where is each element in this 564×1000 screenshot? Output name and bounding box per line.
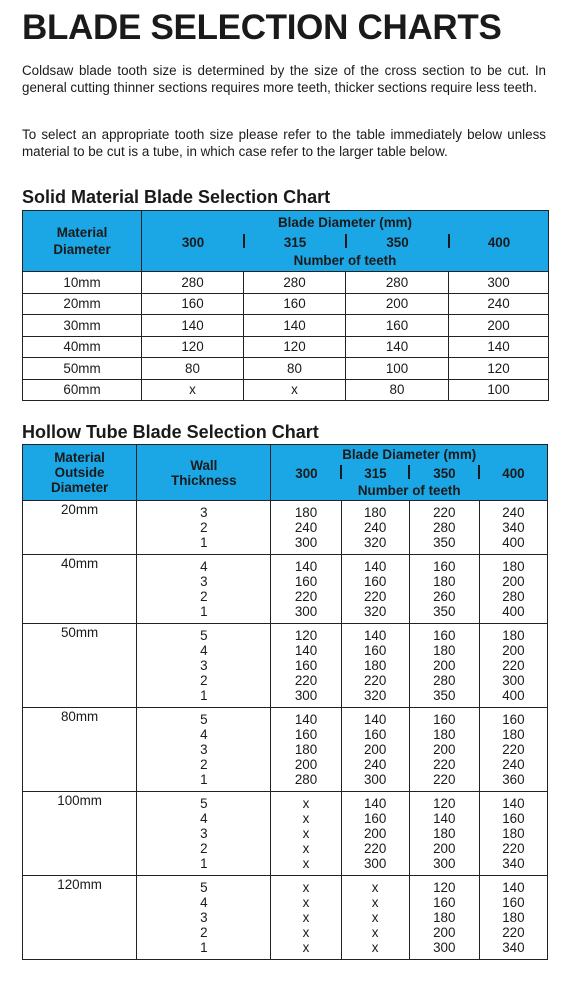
teeth-value: x [371,940,379,955]
teeth-value: 200 [433,841,456,856]
teeth-value: 200 [294,757,318,772]
teeth-cell: 80 [244,358,346,380]
teeth-cell [271,624,341,708]
material-label: 100mm [57,793,102,808]
teeth-cell: 140 [449,336,549,358]
teeth-cell [479,501,547,555]
teeth-value: 320 [363,535,387,550]
material-label: 50mm [60,625,99,640]
teeth-value: x [302,856,310,871]
teeth-value: 220 [294,589,318,604]
number-of-teeth-label: Number of teeth [357,483,461,498]
teeth-value: 280 [502,589,525,604]
wall-value: 1 [200,604,208,619]
teeth-cell [341,792,409,876]
teeth-value: 180 [433,643,456,658]
teeth-cell [479,792,547,876]
material-outside-diameter-header [23,445,137,501]
wall-value: 3 [200,658,208,673]
material-label: 80mm [60,709,99,724]
teeth-value: 300 [502,673,525,688]
teeth-value: 240 [363,520,387,535]
teeth-cell: 200 [346,293,449,315]
teeth-value: 160 [502,811,525,826]
teeth-value: 350 [433,604,456,619]
wall-thickness-cell [137,624,271,708]
teeth-value: 140 [294,712,318,727]
wall-value: 2 [200,925,208,940]
material-label: 40mm [60,556,99,571]
wall-value: 3 [200,910,208,925]
material-diameter-header [23,211,142,272]
table-row [23,336,549,358]
table-row [23,358,549,380]
table-row [23,501,548,555]
divider [243,234,245,248]
teeth-cell: 160 [244,293,346,315]
wall-value: 5 [200,796,208,811]
teeth-value: 220 [502,742,525,757]
table-row [23,379,549,401]
teeth-value: 160 [433,712,456,727]
teeth-value: x [302,940,310,955]
teeth-cell: 280 [244,272,346,294]
wall-value: 4 [200,559,208,574]
diameter-350: 350 [433,466,456,481]
teeth-cell [341,501,409,555]
blade-diameter-title: Blade Diameter (mm) [342,447,477,462]
teeth-value: 180 [502,727,525,742]
wall-thickness-cell [137,501,271,555]
teeth-value: 140 [433,811,456,826]
teeth-cell [271,555,341,624]
solid-material-table [22,210,549,401]
intro-paragraph: Coldsaw blade tooth size is determined by the size of the cross section to be cut. In general cutting thinner sections requires more teeth, thicker sections require less teeth. [22,63,546,95]
page-title: BLADE SELECTION CHARTS [22,8,502,47]
wall-value: 4 [200,643,208,658]
teeth-value: x [371,910,379,925]
wall-value: 2 [200,841,208,856]
material-cell: 40mm [23,336,142,358]
material-label: 20mm [60,502,99,517]
teeth-cell [409,555,479,624]
hollow-chart-heading: Hollow Tube Blade Selection Chart [22,422,319,442]
teeth-cell: 160 [346,315,449,337]
material-cell: 50mm [23,358,142,380]
teeth-cell [479,876,547,960]
teeth-value: 180 [363,658,387,673]
teeth-value: 340 [502,856,525,871]
teeth-value: 140 [502,796,525,811]
teeth-value: 160 [433,895,456,910]
teeth-value: 240 [363,757,387,772]
teeth-value: 300 [363,856,387,871]
divider [448,234,450,248]
teeth-value: x [302,841,310,856]
wall-thickness-cell [137,876,271,960]
teeth-cell: 140 [346,336,449,358]
teeth-cell [341,624,409,708]
teeth-value: 180 [294,742,318,757]
teeth-value: x [302,826,310,841]
teeth-value: 220 [502,925,525,940]
teeth-cell: 280 [142,272,244,294]
teeth-value: 200 [433,925,456,940]
diameter-350: 350 [386,235,409,250]
teeth-value: 180 [294,505,318,520]
teeth-cell [271,708,341,792]
divider [408,465,410,479]
teeth-cell: 100 [346,358,449,380]
teeth-value: x [302,796,310,811]
teeth-value: 160 [363,643,387,658]
solid-chart-heading: Solid Material Blade Selection Chart [22,187,331,207]
teeth-value: 160 [363,727,387,742]
teeth-value: 260 [433,589,456,604]
teeth-value: 180 [433,910,456,925]
wall-value: 4 [200,727,208,742]
teeth-value: 200 [502,643,525,658]
wall-thickness-label: Wall Thickness [171,457,237,488]
teeth-value: 350 [433,535,456,550]
wall-value: 1 [200,940,208,955]
teeth-value: 280 [294,772,318,787]
teeth-cell: 120 [142,336,244,358]
teeth-value: 300 [433,856,456,871]
teeth-cell: 120 [449,358,549,380]
teeth-cell [479,708,547,792]
diameter-400: 400 [487,235,511,250]
diameter-400: 400 [502,466,525,481]
teeth-value: 220 [363,841,387,856]
teeth-value: 180 [502,628,525,643]
divider [478,465,480,479]
teeth-value: 160 [294,727,318,742]
material-cell [23,624,137,708]
teeth-value: 220 [294,673,318,688]
teeth-value: 340 [502,520,525,535]
material-cell [23,792,137,876]
teeth-value: 160 [502,895,525,910]
diameter-315: 315 [364,466,387,481]
table-row [23,272,549,294]
teeth-value: 400 [502,688,525,703]
material-cell [23,501,137,555]
teeth-value: 320 [363,604,387,619]
table-row [23,876,548,960]
material-diameter-label: Material Diameter [53,225,111,257]
teeth-value: 320 [363,688,387,703]
material-cell [23,555,137,624]
teeth-value: 300 [433,940,456,955]
teeth-value: x [302,895,310,910]
table-row [23,792,548,876]
wall-value: 3 [200,574,208,589]
teeth-value: x [302,811,310,826]
teeth-value: 140 [502,880,525,895]
teeth-cell: 80 [346,379,449,401]
teeth-value: 180 [502,910,525,925]
teeth-cell: 300 [449,272,549,294]
teeth-cell: 80 [142,358,244,380]
teeth-value: 300 [363,772,387,787]
teeth-value: 220 [363,589,387,604]
teeth-value: x [302,880,310,895]
teeth-value: 300 [294,535,318,550]
divider [340,465,342,479]
teeth-value: 360 [502,772,525,787]
divider [345,234,347,248]
teeth-cell: 120 [244,336,346,358]
teeth-cell [341,555,409,624]
teeth-value: 120 [433,880,456,895]
diameter-315: 315 [283,235,307,250]
teeth-value: 240 [502,757,525,772]
teeth-value: 120 [294,628,318,643]
wall-value: 1 [200,688,208,703]
wall-value: 3 [200,742,208,757]
material-cell [23,708,137,792]
wall-value: 4 [200,811,208,826]
wall-value: 2 [200,673,208,688]
teeth-cell: 140 [142,315,244,337]
wall-value: 2 [200,589,208,604]
table-row [23,624,548,708]
teeth-cell [271,792,341,876]
wall-value: 5 [200,880,208,895]
teeth-cell: 100 [449,379,549,401]
wall-thickness-cell [137,708,271,792]
teeth-value: 140 [363,559,387,574]
teeth-value: 180 [433,826,456,841]
teeth-value: 160 [433,559,456,574]
teeth-value: 280 [433,520,456,535]
teeth-cell [271,501,341,555]
teeth-value: 200 [433,742,456,757]
teeth-cell [409,792,479,876]
teeth-value: 240 [294,520,318,535]
teeth-cell: 240 [449,293,549,315]
teeth-value: 180 [502,826,525,841]
teeth-value: 160 [363,811,387,826]
hollow-tube-table [22,444,548,960]
material-cell: 30mm [23,315,142,337]
wall-value: 2 [200,757,208,772]
teeth-cell [479,555,547,624]
teeth-cell: 160 [142,293,244,315]
teeth-value: 240 [502,505,525,520]
teeth-value: 200 [363,742,387,757]
teeth-value: 340 [502,940,525,955]
teeth-value: 140 [294,559,318,574]
teeth-value: 220 [502,841,525,856]
teeth-value: 180 [433,574,456,589]
teeth-cell: x [244,379,346,401]
diameter-300: 300 [295,466,318,481]
blade-diameter-title: Blade Diameter (mm) [278,215,412,230]
teeth-cell: x [142,379,244,401]
teeth-value: 200 [433,658,456,673]
teeth-value: 220 [433,757,456,772]
wall-value: 1 [200,535,208,550]
teeth-value: 350 [433,688,456,703]
teeth-cell: 140 [244,315,346,337]
wall-value: 4 [200,895,208,910]
wall-value: 1 [200,772,208,787]
teeth-value: 160 [294,574,318,589]
material-outside-diameter-label: Material Outside Diameter [50,450,109,495]
teeth-cell [479,624,547,708]
wall-value: 2 [200,520,208,535]
teeth-value: 140 [363,628,387,643]
teeth-value: 300 [294,604,318,619]
teeth-value: 300 [294,688,318,703]
blade-diameter-header [271,445,548,501]
teeth-cell [271,876,341,960]
teeth-value: x [371,880,379,895]
teeth-value: 160 [363,574,387,589]
teeth-value: x [371,925,379,940]
teeth-value: 180 [363,505,387,520]
wall-thickness-cell [137,555,271,624]
number-of-teeth-label: Number of teeth [293,253,397,268]
wall-value: 3 [200,505,208,520]
wall-thickness-cell [137,792,271,876]
instruction-paragraph: To select an appropriate tooth size please refer to the table immediately below unless material to be cut is a tube, in which case refer to the larger table below. [22,127,546,159]
wall-value: 1 [200,856,208,871]
teeth-cell [409,708,479,792]
teeth-value: x [302,925,310,940]
teeth-value: 140 [363,796,387,811]
teeth-value: x [371,895,379,910]
teeth-value: 160 [502,712,525,727]
blade-diameter-header [142,211,549,272]
table-row [23,293,549,315]
teeth-cell [409,624,479,708]
teeth-value: 220 [502,658,525,673]
teeth-value: 200 [363,826,387,841]
teeth-value: 160 [433,628,456,643]
teeth-value: 400 [502,604,525,619]
teeth-value: 140 [363,712,387,727]
teeth-value: 160 [294,658,318,673]
material-cell [23,876,137,960]
teeth-value: 220 [433,505,456,520]
teeth-cell [409,501,479,555]
teeth-value: 120 [433,796,456,811]
diameter-300: 300 [181,235,205,250]
material-cell: 60mm [23,379,142,401]
teeth-value: 280 [433,673,456,688]
wall-value: 5 [200,712,208,727]
wall-thickness-header [137,445,271,501]
teeth-value: 400 [502,535,525,550]
material-cell: 10mm [23,272,142,294]
teeth-cell [341,876,409,960]
teeth-value: 200 [502,574,525,589]
teeth-cell [409,876,479,960]
material-label: 120mm [57,877,102,892]
teeth-cell [341,708,409,792]
teeth-cell: 280 [346,272,449,294]
teeth-value: 180 [502,559,525,574]
table-row [23,708,548,792]
wall-value: 3 [200,826,208,841]
table-row [23,555,548,624]
wall-value: 5 [200,628,208,643]
teeth-value: 220 [433,772,456,787]
teeth-value: 220 [363,673,387,688]
teeth-value: 180 [433,727,456,742]
teeth-cell: 200 [449,315,549,337]
teeth-value: 140 [294,643,318,658]
table-row [23,315,549,337]
teeth-value: x [302,910,310,925]
material-cell: 20mm [23,293,142,315]
